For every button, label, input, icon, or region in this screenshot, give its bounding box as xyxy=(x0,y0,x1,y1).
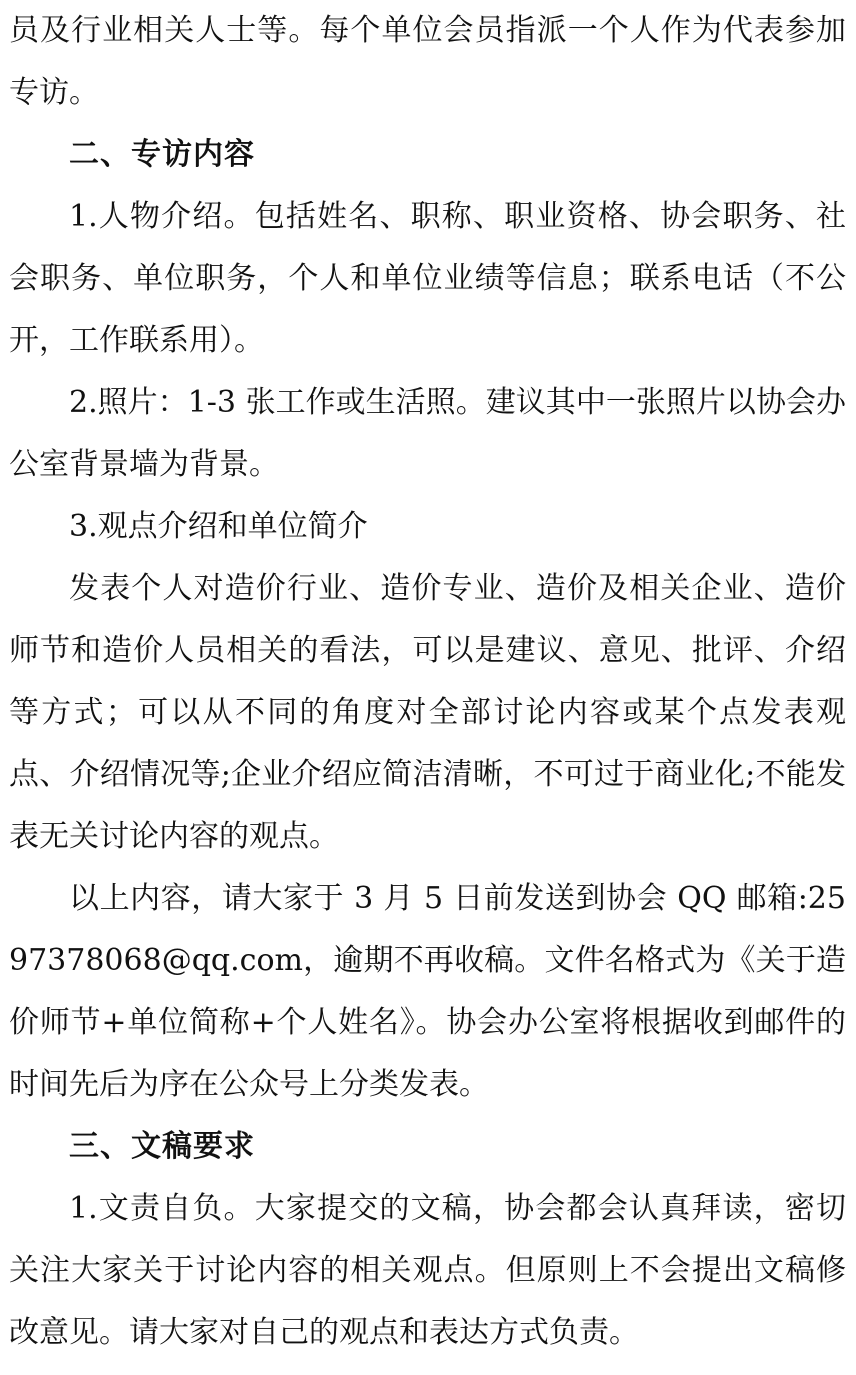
paragraph-personal-introduction: 1.人物介绍。包括姓名、职称、职业资格、协会职务、社会职务、单位职务，个人和单位业绩等信息；联系电话（不公开，工作联系用）。 xyxy=(9,199,846,358)
paragraph-photos: 2.照片：1-3 张工作或生活照。建议其中一张照片以协会办公室背景墙为背景。 xyxy=(9,385,846,482)
section-heading-manuscript-requirements: 三、文稿要求 xyxy=(69,1129,255,1164)
paragraph-author-responsibility: 1.文责自负。大家提交的文稿，协会都会认真拜读，密切关注大家关于讨论内容的相关观点。但原则上不会提出文稿修改意见。请大家对自己的观点和表达方式负责。 xyxy=(9,1191,846,1350)
paragraph-participants-continued: 员及行业相关人士等。每个单位会员指派一个人作为代表参加专访。 xyxy=(9,13,846,110)
section-heading-interview-content: 二、专访内容 xyxy=(69,137,255,172)
paragraph-opinion-subheading: 3.观点介绍和单位简介 xyxy=(69,509,368,544)
paragraph-submission-instructions: 以上内容，请大家于 3 月 5 日前发送到协会 QQ 邮箱:2597378068@qq.com，逾期不再收稿。文件名格式为《关于造价师节+单位简称+个人姓名》。协会办公室将根据收到邮件的时间先后为序在公众号上分类发表。 xyxy=(9,881,846,1102)
paragraph-opinion-details: 发表个人对造价行业、造价专业、造价及相关企业、造价师节和造价人员相关的看法，可以是建议、意见、批评、介绍等方式；可以从不同的角度对全部讨论内容或某个点发表观点、介绍情况等;企业介绍应简洁清晰，不可过于商业化;不能发表无关讨论内容的观点。 xyxy=(9,571,846,854)
